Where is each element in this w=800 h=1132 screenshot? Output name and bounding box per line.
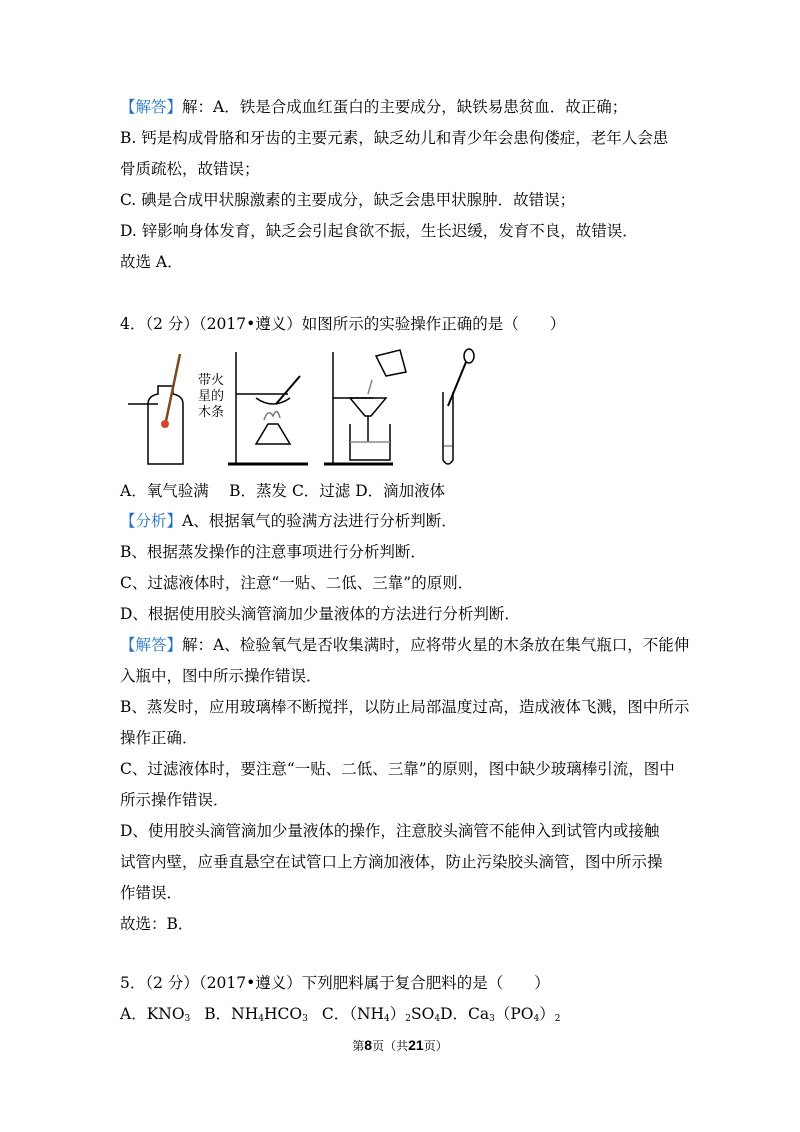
q4-answer-line-4: 操作正确． xyxy=(120,729,198,747)
option-c-sub3: 4 xyxy=(434,1014,441,1024)
analysis-line-4: D、根据使用胶头滴管滴加少量液体的方法进行分析判断． xyxy=(120,605,520,623)
oxygen-bottle-diagram xyxy=(128,354,183,464)
question-5-options xyxy=(120,1004,690,1029)
answer-tag: 【解答】 xyxy=(120,98,183,116)
question-5-stem: 5．（2 分）（2017•遵义）下列肥料属于复合肥料的是（ ） xyxy=(120,974,550,992)
evaporation-diagram xyxy=(228,352,308,464)
option-b-sub2: 3 xyxy=(302,1014,308,1024)
option-d: D．Ca xyxy=(440,1005,490,1023)
q4-answer-line-3: B、蒸发时，应用玻璃棒不断搅拌，以防止局部温度过高，造成液体飞溅，图中所示 xyxy=(120,698,690,716)
option-c-rest2: SO xyxy=(411,1005,435,1023)
analysis-tag: 【分析】 xyxy=(120,512,183,530)
question-4-options: A．氧气验满 B．蒸发 C．过滤 D．滴加液体 xyxy=(120,482,446,500)
option-d-sub3: 2 xyxy=(554,1014,561,1024)
answer-line-2: B. 钙是构成骨胳和牙齿的主要元素，缺乏幼儿和青少年会患佝偻症，老年人会患 xyxy=(120,129,669,147)
q4-answer-text: 解：A、检验氧气是否收集满时，应将带火星的木条放在集气瓶口，不能伸 xyxy=(182,636,690,654)
option-b-rest: HCO xyxy=(264,1005,303,1023)
footer-post: 页） xyxy=(423,1039,448,1053)
filtration-diagram xyxy=(324,350,406,464)
footer-pre: 第 xyxy=(352,1039,365,1053)
q4-answer-line-10: 故选：B． xyxy=(120,915,194,933)
analysis-text: A、根据氧气的验满方法进行分析判断． xyxy=(182,512,457,530)
option-a-sub: 3 xyxy=(184,1014,191,1024)
option-c-sub: 4 xyxy=(384,1014,390,1024)
experiment-illustration xyxy=(128,346,478,471)
option-c: C．（NH xyxy=(321,1005,385,1023)
figure-label-1: 带火 xyxy=(198,373,225,388)
figure-label-3: 木条 xyxy=(198,405,225,420)
option-d-sub2: 4 xyxy=(533,1014,540,1024)
q4-answer-line-7: D、使用胶头滴管滴加少量液体的操作，注意胶头滴管不能伸入到试管内或接触 xyxy=(120,822,660,840)
q4-answer-line-5: C、过滤液体时，要注意“一贴、二低、三靠”的原则，图中缺少玻璃棒引流，图中 xyxy=(120,760,675,778)
page-footer xyxy=(0,1037,800,1054)
experiment-figure xyxy=(128,346,478,471)
footer-mid: 页（共 xyxy=(372,1039,409,1053)
q4-answer-line-2: 入瓶中，图中所示操作错误． xyxy=(120,667,322,685)
dropper-diagram xyxy=(443,349,474,464)
answer-line-3: 骨质疏松，故错误； xyxy=(120,160,260,178)
analysis-line-3: C、过滤液体时，注意“一贴、二低、三靠”的原则． xyxy=(120,574,474,592)
footer-page-number: 8 xyxy=(364,1037,373,1053)
answer-line-6: 故选 A． xyxy=(120,253,183,271)
answer-line-1 xyxy=(120,97,690,117)
option-c-rest: ） xyxy=(389,1005,406,1023)
answer-text: 解：A．铁是合成血红蛋白的主要成分，缺铁易患贫血．故正确； xyxy=(182,98,628,116)
q4-answer-line-9: 作错误． xyxy=(120,884,183,902)
q4-answer-line-8: 试管内壁，应垂直悬空在试管口上方滴加液体，防止污染胶头滴管，图中所示操 xyxy=(120,853,663,871)
footer-total-pages: 21 xyxy=(408,1037,424,1053)
option-d-sub: 3 xyxy=(489,1014,495,1024)
answer-line-4: C. 碘是合成甲状腺激素的主要成分，缺乏会患甲状腺肿．故错误； xyxy=(120,191,576,209)
figure-label-2: 星的 xyxy=(198,389,225,404)
option-d-rest: （PO xyxy=(494,1005,534,1023)
option-b-sub: 4 xyxy=(258,1014,264,1024)
question-4-stem: 4．（2 分）（2017•遵义）如图所示的实验操作正确的是（ ） xyxy=(120,315,566,333)
analysis-line-1 xyxy=(120,511,690,531)
q4-answer-line-6: 所示操作错误． xyxy=(120,791,229,809)
q4-answer-line-1 xyxy=(120,635,690,655)
option-b: B．NH xyxy=(204,1005,259,1023)
answer-line-5: D. 锌影响身体发育，缺乏会引起食欲不振，生长迟缓，发育不良，故错误． xyxy=(120,222,638,240)
option-a: A．KNO xyxy=(120,1005,185,1023)
option-d-rest2: ） xyxy=(539,1005,555,1023)
option-c-sub2: 2 xyxy=(405,1014,412,1024)
analysis-line-2: B、根据蒸发操作的注意事项进行分析判断． xyxy=(120,543,426,561)
q4-answer-tag: 【解答】 xyxy=(120,636,183,654)
